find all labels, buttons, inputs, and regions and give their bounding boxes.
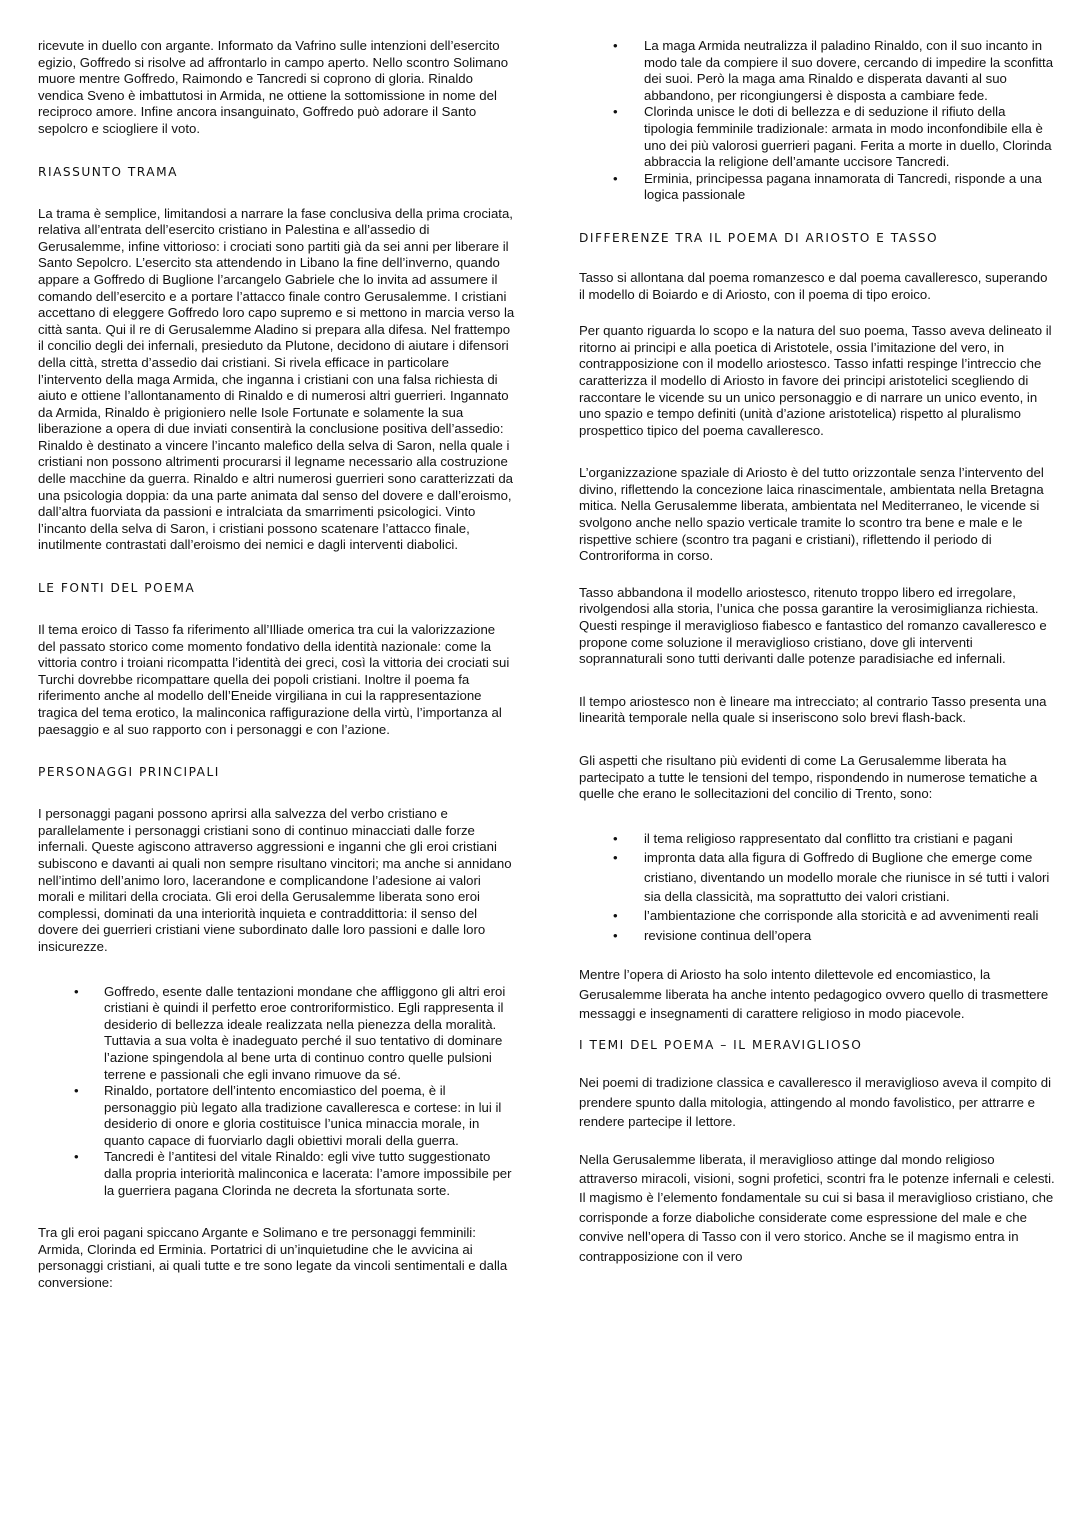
- differenze-paragraph-1: Tasso si allontana dal poema romanzesco e dal poema cavalleresco, superando il modello di Boiardo e di Ariosto, con il poema di tipo eroico.: [579, 269, 1048, 302]
- list-item: • Tancredi è l’antitesi del vitale Rinaldo: egli vive tutto suggestionato dalla propria interiorità malinconica e lacerata: l’amore impossibile per la guerriera pagana Clorinda ne decreta la sfortunata sorte.: [74, 1149, 512, 1198]
- personaggi-list: [38, 984, 516, 1200]
- pagani-paragraph: Tra gli eroi pagani spiccano Argante e Solimano e tre personaggi femminili: Armida, Clorinda ed Erminia. Portatrici di un’inquietudine che le avvicina ai personaggi cristiani, ai quali tutte e tre sono legate da vincoli sentimentali e dalla conversione:: [38, 1225, 508, 1291]
- list-item: • impronta data alla figura di Goffredo di Buglione che emerge come cristiano, diventando un modello morale che riunisce in sé tutti i valori sia della classicità, ma soprattutto dei valori cristiani.: [613, 850, 1050, 904]
- differenze-paragraph-3: L’organizzazione spaziale di Ariosto è del tutto orizzontale senza l’intervento del divino, riflettendo la concezione laica rinascimentale, ambientata nella Bretagna mitica. Nella Gerusalemme liberata, ambientata nel Mediterraneo, le vicende si svolgono anche nello spazio verticale tramite lo scontro tra bene e male e le rispettive schiere (scontro tra pagani e cristiani), riflettendo il periodo di Controriforma in corso.: [579, 465, 1044, 564]
- bullet-icon: •: [613, 908, 618, 924]
- differenze-paragraph-4: Tasso abbandona il modello ariostesco, ritenuto troppo libero ed irregolare, rivolgendosi alla storia, l’unica che possa garantire la verosimiglianza richiesta. Questi respinge il meraviglioso fiabesco e fantastico del romanzo cavalleresco e propone come soluzione il meraviglioso cristiano, dove gli interventi soprannaturali sono tutti derivanti dalle potenze paradisiache ed infernali.: [579, 584, 1047, 667]
- bullet-icon: •: [613, 830, 618, 846]
- aspetti-list: [579, 829, 1055, 945]
- list-item: • l’ambientazione che corrisponde alla storicità e ad avvenimenti reali: [579, 906, 1055, 925]
- differenze-paragraph-7: Mentre l’opera di Ariosto ha solo intento dilettevole ed encomiastico, la Gerusalemme liberata ha anche intento pedagogico ovvero quello di trasmettere messaggi e insegnamenti di carattere religioso in modo piacevole.: [579, 967, 1049, 1022]
- heading-riassunto-trama: RIASSUNTO TRAMA: [38, 164, 178, 179]
- heading-personaggi: PERSONAGGI PRINCIPALI: [38, 765, 220, 780]
- heading-temi-meraviglioso: I TEMI DEL POEMA – IL MERAVIGLIOSO: [579, 1038, 863, 1053]
- list-item: • Goffredo, esente dalle tentazioni mondane che affliggono gli altri eroi cristiani è quindi il perfetto eroe controriformistico. Egli rappresenta il desiderio di bellezza ideale realizzata nella pienezza della moralità. Tuttavia a sua volta è inadeguato perché il suo tentativo di dominare l’azione spingendola al bene urta di continuo contro quelle pulsioni terrene e passionali che egli invano rimuove da sé.: [74, 983, 506, 1082]
- heading-differenze: DIFFERENZE TRA IL POEMA DI ARIOSTO E TASSO: [579, 230, 939, 245]
- bullet-icon: •: [74, 983, 79, 999]
- list-item: • il tema religioso rappresentato dal conflitto tra cristiani e pagani: [579, 829, 1055, 848]
- list-item: • Clorinda unisce le doti di bellezza e di seduzione il rifiuto della tipologia femminile tradizionale: armata in modo inconfondibile ella è uno dei più valorosi guerrieri pagani. Ferita a morte in duello, Clorinda abbraccia la religione dell’amante uccisore Tancredi.: [613, 104, 1052, 170]
- bullet-icon: •: [74, 1149, 79, 1165]
- bullet-icon: •: [613, 850, 618, 866]
- bullet-icon: •: [613, 170, 618, 186]
- bullet-icon: •: [613, 38, 618, 53]
- pagane-list: [579, 38, 1055, 204]
- left-column: [38, 38, 516, 1312]
- bullet-icon: •: [613, 104, 618, 120]
- list-item: • Erminia, principessa pagana innamorata di Tancredi, risponde a una logica passionale: [613, 170, 1042, 203]
- list-item: • Rinaldo, portatore dell’intento encomiastico del poema, è il personaggio più legato alla tradizione cavalleresca e cortese: in lui il desiderio di onore e gloria costituisce l’unica minaccia morale, in quanto capace di fuorviarlo dagli obiettivi morali della guerra.: [74, 1083, 502, 1148]
- intro-paragraph: ricevute in duello con argante. Informato da Vafrino sulle intenzioni dell’esercito egizio, Goffredo si risolve ad affrontarlo in campo aperto. Nello scontro Solimano muore mentre Goffredo, Raimondo e Tancredi si coprono di gloria. Rinaldo vendica Sveno è imbattutosi in Armida, ne ottiene la sottomissione in nome del reciproco amore. Infine ancora insanguinato, Goffredo può adorare il Santo sepolcro e sciogliere il voto.: [38, 38, 509, 136]
- differenze-paragraph-6: Gli aspetti che risultano più evidenti di come La Gerusalemme liberata ha partecipato a tutte le tensioni del tempo, rispondendo in numerose tematiche a quelle che erano le sollecitazioni del concilio di Trento, sono:: [579, 753, 1038, 802]
- temi-paragraph-1: Nei poemi di tradizione classica e cavalleresco il meraviglioso aveva il compito di prendere spunto dalla mitologia, attingendo al mondo favolistico, per attrarre e rendere partecipe il lettore.: [579, 1075, 1052, 1130]
- list-item: • La maga Armida neutralizza il paladino Rinaldo, con il suo incanto in modo tale da compiere il suo dovere, cercando di impedire la sconfitta dei suoi. Però la maga ama Rinaldo e disperata davanti al suo abbandono, per ricongiungersi è disposta a cambiare fede.: [613, 38, 1054, 103]
- temi-paragraph-2: Nella Gerusalemme liberata, il meraviglioso attinge dal mondo religioso attraverso miracoli, visioni, sogni profetici, scontri fra le potenze infernali e celesti. Il magismo è l’elemento fondamentale su cui si basa il meraviglioso cristiano, che corrisponde a forze diaboliche considerate come espressione del male e che convive nell’opera di Tasso con il vero storico. Anche se il magismo entra in contrapposizione con il vero: [579, 1151, 1055, 1264]
- differenze-paragraph-5: Il tempo ariostesco non è lineare ma intrecciato; al contrario Tasso presenta una linearità temporale nella quale si inseriscono solo brevi flash-back.: [579, 693, 1047, 726]
- differenze-paragraph-2: Per quanto riguarda lo scopo e la natura del suo poema, Tasso aveva delineato il ritorno ai principi e alla poetica di Aristotele, ossia l’imitazione del vero, in contrapposizione con il modello ariostesco. Tasso infatti respinge l’intreccio che caratterizza il modello di Ariosto in favore dei principi aristotelici scegliendo di raccontare le vicende su un unico personaggio e di narrare un unico evento, in uno spazio e tempo definiti (unità d’azione aristotelica) rispetto al pluralismo prospettico tipico del poema cavalleresco.: [579, 323, 1052, 438]
- bullet-icon: •: [613, 927, 618, 943]
- list-item: • revisione continua dell’opera: [579, 926, 1055, 945]
- fonti-paragraph: Il tema eroico di Tasso fa riferimento all’Illiade omerica tra cui la valorizzazione del passato storico come momento fondativo della identità nazionale: come la vittoria contro i troiani ricompatta l’identità dei greci, così la vittoria dei crociati sui Turchi dovrebbe ricompattare quella dei popoli cristiani. Inoltre il poema fa riferimento anche al modello dell’Eneide virgiliana in cui la rappresentazione tragica del tema erotico, la malinconica raffigurazione della virtù, l’importanza al paesaggio e al suo rapporto con i personaggi e con l’azione.: [38, 622, 510, 737]
- bullet-icon: •: [74, 1083, 79, 1099]
- personaggi-paragraph: I personaggi pagani possono aprirsi alla salvezza del verbo cristiano e parallelamente i personaggi cristiani sono di continuo minacciati dalle forze infernali. Queste agiscono attraverso aggressioni e inganni che gli eroi cristiani subiscono e davanti ai quali non sempre risultano vincitori; ma anche si annidano nell’intimo dell’animo loro, lacerandone e complicandone l’adesione ai valori morali e militari della crociata. Gli eroi della Gerusalemme liberata sono eroi complessi, dominati da una interiorità inquieta e contraddittoria: il senso del dovere dei guerrieri cristiani viene subordinato dalle loro passioni e dalle loro insicurezze.: [38, 806, 512, 954]
- trama-paragraph: La trama è semplice, limitandosi a narrare la fase conclusiva della prima crociata, relativa all’entrata dell’esercito cristiano in Palestina e all’assedio di Gerusalemme, infine vittorioso: i crociati sono partiti già da sei anni per liberare il Santo Sepolcro. L’esercito sta attendendo in Libano la fine dell’inverno, quando appare a Goffredo di Buglione l’arcangelo Gabriele che lo invita ad assumere il comando dell’esercito e a portare l’attacco finale contro Gerusalemme. I cristiani accettano di eleggere Goffredo loro capo supremo e si mettono in marcia verso la città santa. Qui il re di Gerusalemme Aladino si prepara alla difesa. Nel frattempo il concilio degli dei infernali, presieduto da Plutone, decidono di aiutare i difensori della città, stretta d’assedio dai cristiani. Si rivela efficace in particolare l’intervento della maga Armida, che inganna i cristiani con una falsa richiesta di aiuto e ottiene l’allontanamento di Rinaldo e di numerosi altri guerrieri. Ingannato da Armida, Rinaldo è prigioniero nelle Isole Fortunate e solamente la sua liberazione a opera di due inviati consentirà la conclusione positiva dell’assedio: Rinaldo è destinato a vincere l’incanto malefico della selva di Saron, nella quale i cristiani non possono altrimenti procurarsi il legname necessario alla costruzione delle macchine da guerra. Rinaldo e altri numerosi guerrieri sono caratterizzati da una psicologia doppia: da una parte animata dal senso del dovere e dall’eroismo, dall’altra fuorviata da passioni e intralciata da smarrimenti psicologici. Vinto l’incanto della selva di Saron, i cristiani possono scatenare l’attacco finale, inutilmente contrastati dall’eroismo dei nemici e dagli interventi diabolici.: [38, 205, 515, 553]
- heading-fonti: LE FONTI DEL POEMA: [38, 581, 196, 596]
- right-column: [579, 38, 1055, 1286]
